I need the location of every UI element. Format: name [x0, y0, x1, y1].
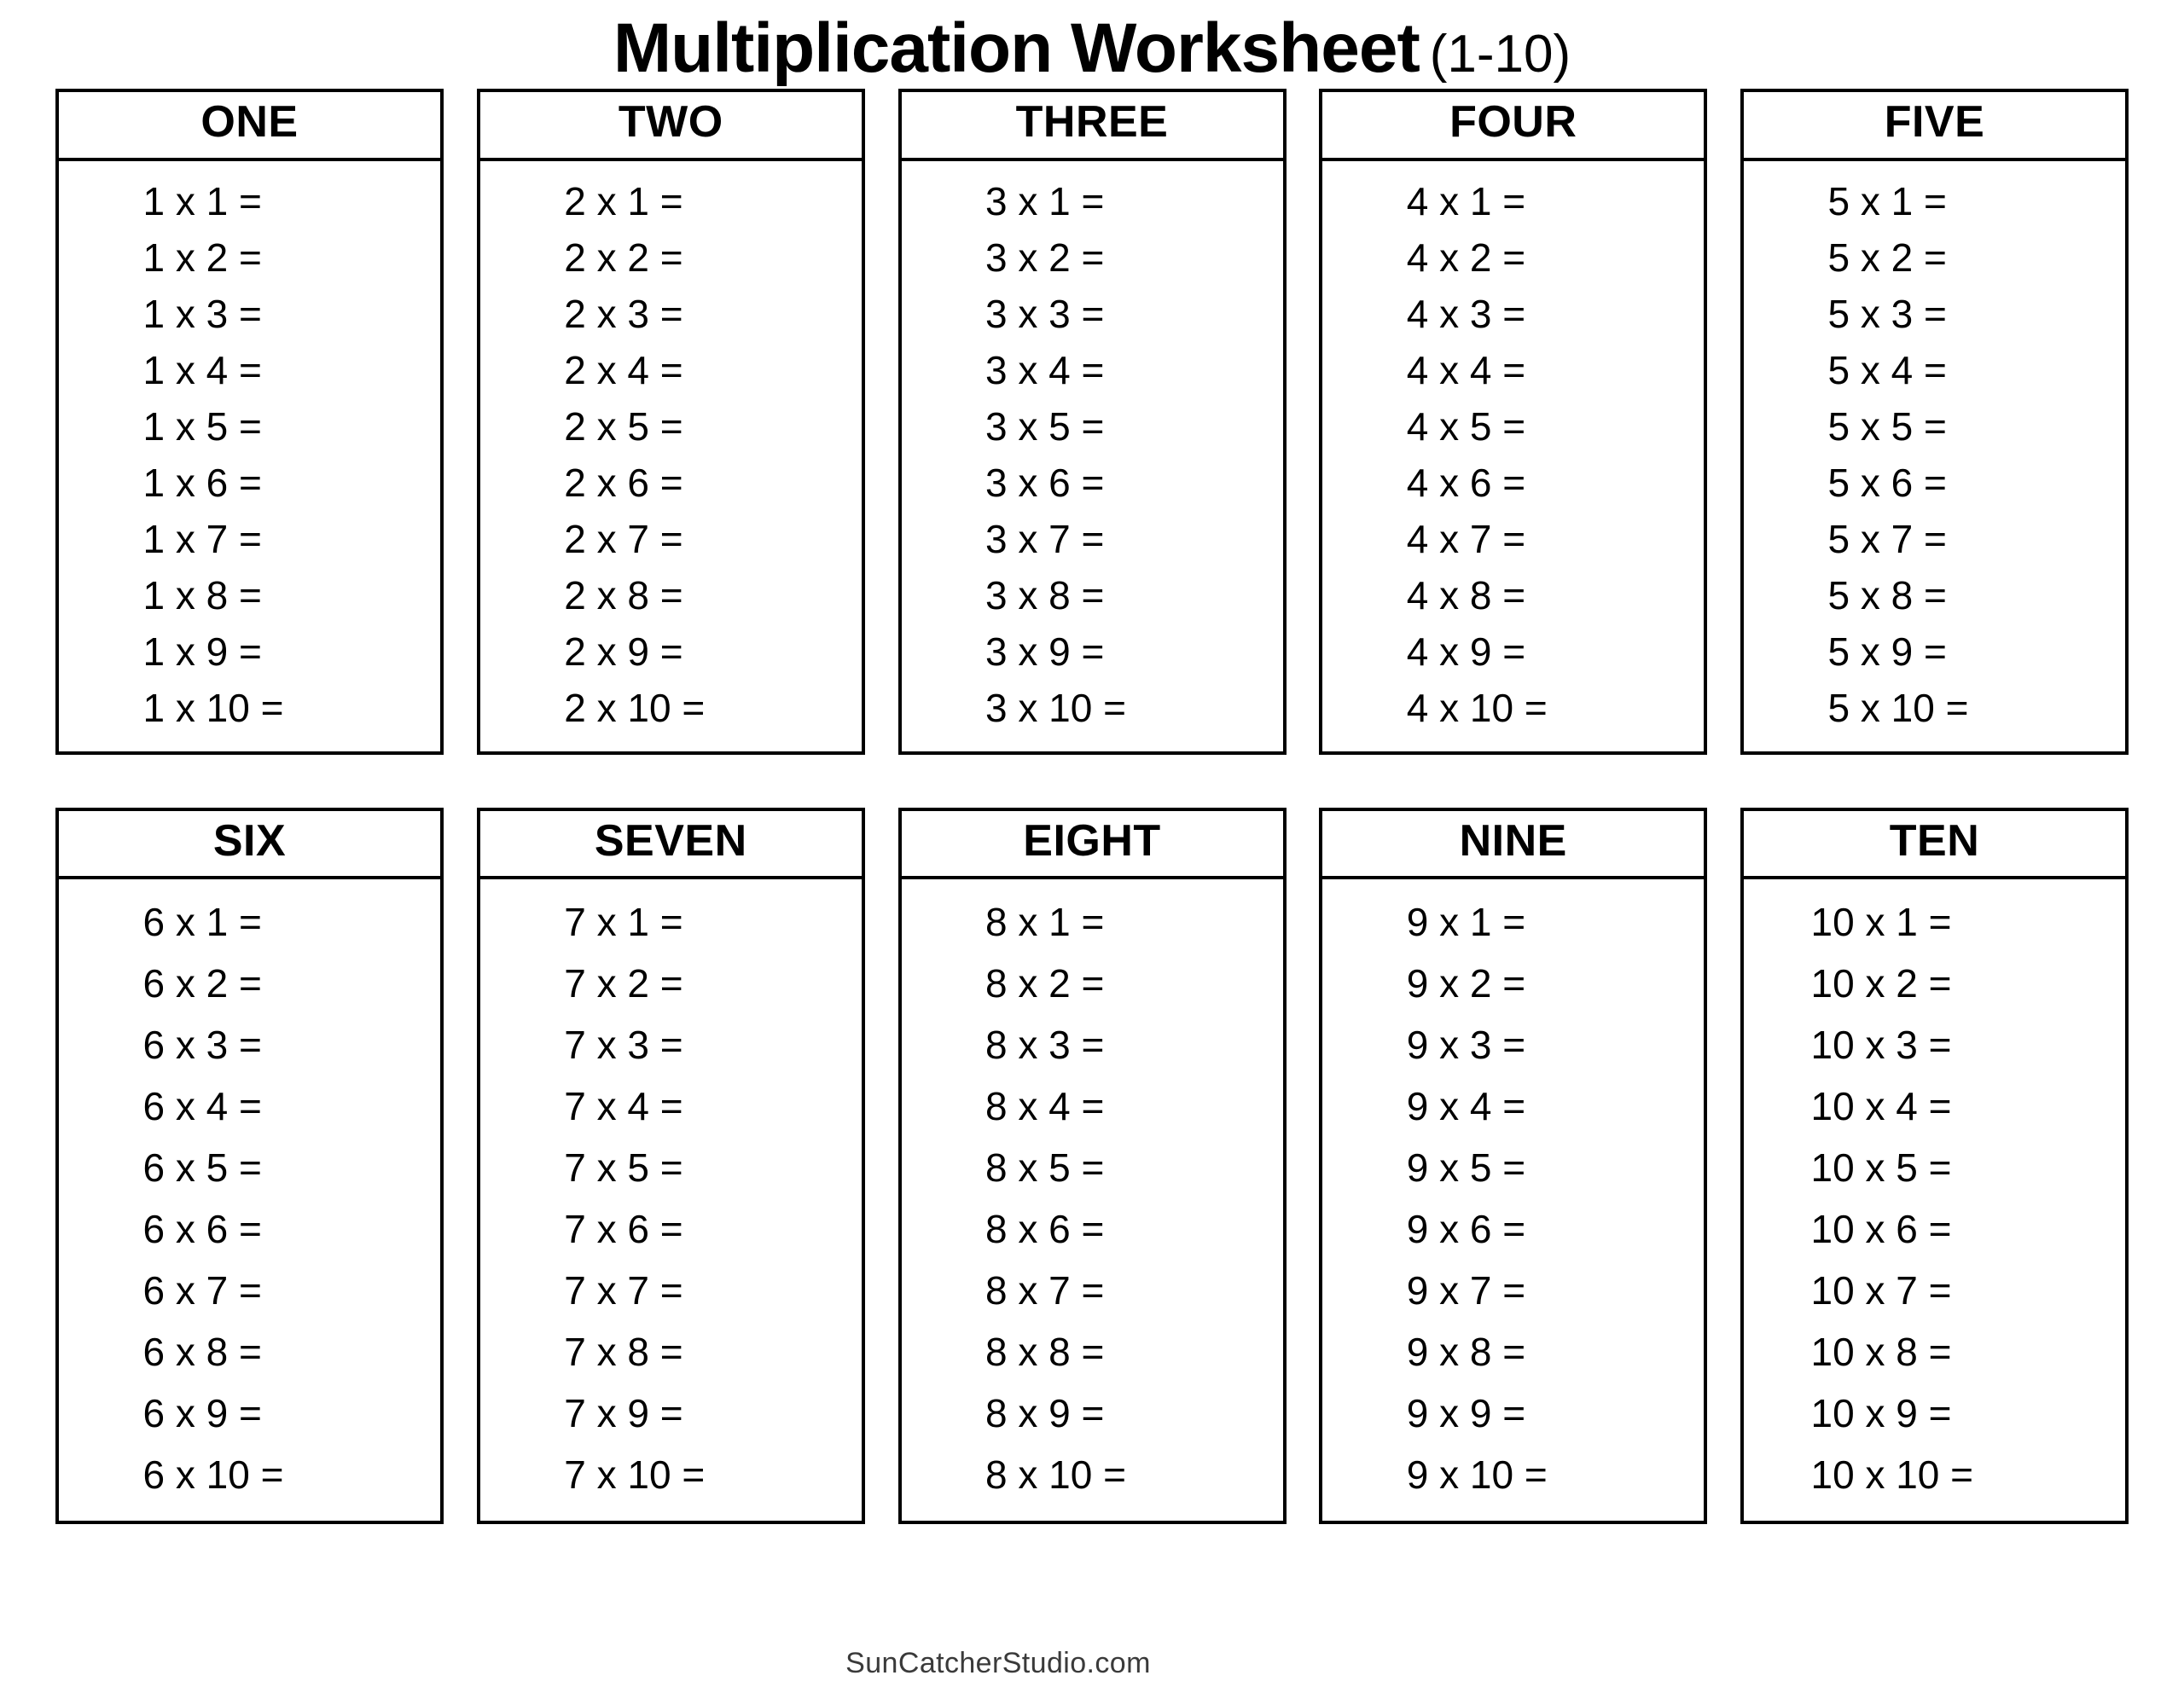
problem-text: 10 x 7 = — [1810, 1268, 1952, 1313]
table-row — [1744, 891, 2125, 953]
tables-grid — [55, 89, 2129, 1524]
table-body-ten — [1744, 879, 2125, 1521]
problem-text: 9 x 7 = — [1406, 1268, 1526, 1313]
table-card-nine — [1319, 808, 1707, 1525]
table-row — [480, 229, 862, 286]
problem-text: 4 x 10 = — [1406, 685, 1548, 730]
table-row — [902, 623, 1283, 680]
table-row — [480, 455, 862, 511]
table-header-six: SIX — [59, 811, 440, 880]
table-row — [1322, 1198, 1704, 1260]
problem-text: 4 x 4 = — [1406, 347, 1526, 392]
table-row — [59, 1137, 440, 1198]
table-row — [902, 567, 1283, 623]
problem-text: 4 x 9 = — [1406, 629, 1526, 674]
problem-text: 9 x 4 = — [1406, 1084, 1526, 1129]
table-body-nine — [1322, 879, 1704, 1521]
table-header-nine: NINE — [1322, 811, 1704, 880]
problem-text: 8 x 5 = — [985, 1145, 1105, 1191]
problem-text: 1 x 1 = — [142, 178, 262, 223]
table-row — [59, 891, 440, 953]
problem-text: 3 x 4 = — [985, 347, 1105, 392]
problem-text: 8 x 10 = — [985, 1452, 1126, 1498]
table-row — [902, 455, 1283, 511]
problem-text: 8 x 7 = — [985, 1268, 1105, 1313]
table-row — [59, 1444, 440, 1505]
table-card-ten — [1740, 808, 2129, 1525]
table-header-two: TWO — [480, 92, 862, 161]
table-row — [59, 511, 440, 567]
table-header-eight: EIGHT — [902, 811, 1283, 880]
problem-text: 9 x 1 = — [1406, 900, 1526, 945]
table-row — [1744, 1383, 2125, 1444]
problem-text: 2 x 10 = — [564, 685, 706, 730]
problem-text: 5 x 6 = — [1827, 460, 1947, 505]
table-header-three: THREE — [902, 92, 1283, 161]
problem-text: 3 x 6 = — [985, 460, 1105, 505]
table-card-seven — [477, 808, 865, 1525]
problem-text: 9 x 10 = — [1406, 1452, 1548, 1498]
table-row — [1744, 398, 2125, 455]
problem-text: 8 x 8 = — [985, 1330, 1105, 1375]
table-row — [480, 623, 862, 680]
table-row — [1744, 623, 2125, 680]
table-row — [59, 1383, 440, 1444]
table-row — [1744, 1260, 2125, 1321]
table-row — [480, 1321, 862, 1383]
table-row — [1322, 1444, 1704, 1505]
table-row — [902, 953, 1283, 1014]
table-row — [902, 1198, 1283, 1260]
problem-text: 10 x 4 = — [1810, 1084, 1952, 1129]
problem-text: 10 x 5 = — [1810, 1145, 1952, 1191]
problem-text: 4 x 7 = — [1406, 516, 1526, 561]
table-row — [902, 1260, 1283, 1321]
table-header-four: FOUR — [1322, 92, 1704, 161]
table-row — [480, 398, 862, 455]
problem-text: 10 x 1 = — [1810, 900, 1952, 945]
problem-text: 2 x 2 = — [564, 235, 683, 280]
problem-text: 8 x 1 = — [985, 900, 1105, 945]
problem-text: 3 x 8 = — [985, 572, 1105, 617]
table-row — [1744, 953, 2125, 1014]
tables-band-lower — [55, 808, 2129, 1525]
problem-text: 9 x 9 = — [1406, 1391, 1526, 1436]
table-row — [1322, 1383, 1704, 1444]
tables-band-upper — [55, 89, 2129, 755]
table-row — [59, 398, 440, 455]
problem-text: 7 x 7 = — [564, 1268, 683, 1313]
problem-text: 9 x 8 = — [1406, 1330, 1526, 1375]
problem-text: 2 x 4 = — [564, 347, 683, 392]
footer-credit — [0, 1647, 2184, 1680]
problem-text: 3 x 3 = — [985, 291, 1105, 336]
problem-text: 3 x 5 = — [985, 403, 1105, 449]
table-row — [59, 455, 440, 511]
problem-text: 1 x 8 = — [142, 572, 262, 617]
problem-text: 6 x 4 = — [142, 1084, 262, 1129]
table-row — [1744, 1444, 2125, 1505]
table-header-ten: TEN — [1744, 811, 2125, 880]
table-card-one — [55, 89, 444, 755]
table-body-two — [480, 161, 862, 751]
problem-text: 5 x 1 = — [1827, 178, 1947, 223]
problem-text: 2 x 3 = — [564, 291, 683, 336]
problem-text: 4 x 1 = — [1406, 178, 1526, 223]
problem-text: 8 x 2 = — [985, 961, 1105, 1006]
problem-text: 7 x 4 = — [564, 1084, 683, 1129]
table-row — [1744, 229, 2125, 286]
table-row — [59, 567, 440, 623]
table-row — [480, 342, 862, 398]
problem-text: 8 x 9 = — [985, 1391, 1105, 1436]
table-row — [480, 1014, 862, 1075]
problem-text: 2 x 6 = — [564, 460, 683, 505]
problem-text: 7 x 8 = — [564, 1330, 683, 1375]
table-body-seven — [480, 879, 862, 1521]
problem-text: 6 x 2 = — [142, 961, 262, 1006]
table-row — [480, 1260, 862, 1321]
table-row — [480, 173, 862, 229]
table-row — [59, 229, 440, 286]
table-row — [902, 1137, 1283, 1198]
table-body-eight — [902, 879, 1283, 1521]
table-row — [59, 286, 440, 342]
problem-text: 7 x 10 = — [564, 1452, 706, 1498]
problem-text: 10 x 10 = — [1810, 1452, 1974, 1498]
table-row — [1744, 342, 2125, 398]
problem-text: 10 x 8 = — [1810, 1330, 1952, 1375]
table-row — [1322, 286, 1704, 342]
table-row — [1322, 398, 1704, 455]
table-row — [1322, 229, 1704, 286]
table-row — [1744, 1198, 2125, 1260]
problem-text: 2 x 8 = — [564, 572, 683, 617]
problem-text: 3 x 10 = — [985, 685, 1126, 730]
table-row — [902, 891, 1283, 953]
problem-text: 5 x 4 = — [1827, 347, 1947, 392]
table-row — [902, 286, 1283, 342]
problem-text: 2 x 9 = — [564, 629, 683, 674]
table-card-two — [477, 89, 865, 755]
problem-text: 9 x 2 = — [1406, 961, 1526, 1006]
problem-text: 1 x 4 = — [142, 347, 262, 392]
problem-text: 4 x 2 = — [1406, 235, 1526, 280]
problem-text: 7 x 1 = — [564, 900, 683, 945]
problem-text: 1 x 10 = — [142, 685, 284, 730]
table-row — [480, 680, 862, 736]
problem-text: 7 x 3 = — [564, 1023, 683, 1068]
table-row — [1744, 1321, 2125, 1383]
problem-text: 4 x 5 = — [1406, 403, 1526, 449]
table-row — [1744, 511, 2125, 567]
problem-text: 5 x 10 = — [1827, 685, 1969, 730]
table-row — [1322, 623, 1704, 680]
table-row — [59, 953, 440, 1014]
table-body-four — [1322, 161, 1704, 751]
table-row — [480, 1444, 862, 1505]
table-row — [902, 1321, 1283, 1383]
table-body-five — [1744, 161, 2125, 751]
page-title — [0, 0, 2184, 89]
table-row — [1322, 342, 1704, 398]
problem-text: 6 x 7 = — [142, 1268, 262, 1313]
table-card-eight — [898, 808, 1287, 1525]
table-row — [1322, 1260, 1704, 1321]
problem-text: 1 x 7 = — [142, 516, 262, 561]
problem-text: 9 x 6 = — [1406, 1207, 1526, 1252]
table-header-one: ONE — [59, 92, 440, 161]
table-row — [1744, 286, 2125, 342]
table-row — [480, 1383, 862, 1444]
table-row — [1744, 455, 2125, 511]
table-row — [480, 1198, 862, 1260]
problem-text: 6 x 6 = — [142, 1207, 262, 1252]
table-row — [1322, 173, 1704, 229]
problem-text: 1 x 2 = — [142, 235, 262, 280]
table-row — [902, 342, 1283, 398]
problem-text: 6 x 8 = — [142, 1330, 262, 1375]
problem-text: 5 x 7 = — [1827, 516, 1947, 561]
problem-text: 2 x 7 = — [564, 516, 683, 561]
problem-text: 6 x 3 = — [142, 1023, 262, 1068]
table-row — [480, 953, 862, 1014]
table-row — [1744, 1137, 2125, 1198]
problem-text: 3 x 2 = — [985, 235, 1105, 280]
problem-text: 6 x 10 = — [142, 1452, 284, 1498]
problem-text: 4 x 6 = — [1406, 460, 1526, 505]
table-header-seven: SEVEN — [480, 811, 862, 880]
problem-text: 7 x 9 = — [564, 1391, 683, 1436]
table-row — [902, 1075, 1283, 1137]
table-row — [59, 1198, 440, 1260]
problem-text: 5 x 2 = — [1827, 235, 1947, 280]
table-row — [59, 342, 440, 398]
table-row — [480, 567, 862, 623]
table-row — [480, 1137, 862, 1198]
table-row — [1322, 567, 1704, 623]
problem-text: 8 x 3 = — [985, 1023, 1105, 1068]
table-row — [59, 623, 440, 680]
table-row — [1322, 511, 1704, 567]
table-row — [1744, 173, 2125, 229]
problem-text: 7 x 6 = — [564, 1207, 683, 1252]
table-row — [1322, 680, 1704, 736]
problem-text: 1 x 6 = — [142, 460, 262, 505]
table-row — [902, 511, 1283, 567]
table-row — [902, 1444, 1283, 1505]
problem-text: 2 x 5 = — [564, 403, 683, 449]
table-body-one — [59, 161, 440, 751]
table-row — [59, 173, 440, 229]
table-row — [902, 680, 1283, 736]
table-row — [1744, 1014, 2125, 1075]
problem-text: 1 x 5 = — [142, 403, 262, 449]
problem-text: 10 x 2 = — [1810, 961, 1952, 1006]
table-row — [1322, 1014, 1704, 1075]
table-row — [480, 1075, 862, 1137]
problem-text: 3 x 1 = — [985, 178, 1105, 223]
table-row — [902, 229, 1283, 286]
problem-text: 1 x 9 = — [142, 629, 262, 674]
table-row — [1322, 891, 1704, 953]
problem-text: 6 x 9 = — [142, 1391, 262, 1436]
table-row — [902, 1383, 1283, 1444]
table-card-three — [898, 89, 1287, 755]
table-row — [1744, 680, 2125, 736]
problem-text: 10 x 9 = — [1810, 1391, 1952, 1436]
table-row — [480, 286, 862, 342]
table-row — [902, 398, 1283, 455]
problem-text: 2 x 1 = — [564, 178, 683, 223]
problem-text: 5 x 3 = — [1827, 291, 1947, 336]
problem-text: 6 x 5 = — [142, 1145, 262, 1191]
problem-text: 1 x 3 = — [142, 291, 262, 336]
problem-text: 9 x 5 = — [1406, 1145, 1526, 1191]
table-row — [480, 511, 862, 567]
problem-text: 6 x 1 = — [142, 900, 262, 945]
problem-text: 10 x 3 = — [1810, 1023, 1952, 1068]
page-title-main: Multiplication Worksheet — [613, 9, 1420, 87]
table-row — [59, 1260, 440, 1321]
table-row — [59, 1014, 440, 1075]
table-body-six — [59, 879, 440, 1521]
table-row — [1744, 1075, 2125, 1137]
table-row — [1322, 455, 1704, 511]
problem-text: 4 x 3 = — [1406, 291, 1526, 336]
problem-text: 7 x 5 = — [564, 1145, 683, 1191]
table-row — [59, 680, 440, 736]
problem-text: 9 x 3 = — [1406, 1023, 1526, 1068]
problem-text: 8 x 4 = — [985, 1084, 1105, 1129]
problem-text: 5 x 9 = — [1827, 629, 1947, 674]
problem-text: 8 x 6 = — [985, 1207, 1105, 1252]
problem-text: 5 x 5 = — [1827, 403, 1947, 449]
table-row — [1322, 1321, 1704, 1383]
table-body-three — [902, 161, 1283, 751]
table-row — [902, 1014, 1283, 1075]
problem-text: 3 x 9 = — [985, 629, 1105, 674]
table-row — [1322, 1137, 1704, 1198]
table-card-five — [1740, 89, 2129, 755]
table-row — [902, 173, 1283, 229]
table-card-six — [55, 808, 444, 1525]
problem-text: 3 x 7 = — [985, 516, 1105, 561]
problem-text: 5 x 8 = — [1827, 572, 1947, 617]
page-title-range: (1-10) — [1429, 25, 1571, 84]
table-row — [59, 1075, 440, 1137]
table-row — [1322, 953, 1704, 1014]
table-header-five: FIVE — [1744, 92, 2125, 161]
footer-credit-text: SunCatcherStudio.com — [845, 1647, 1151, 1679]
problem-text: 7 x 2 = — [564, 961, 683, 1006]
problem-text: 10 x 6 = — [1810, 1207, 1952, 1252]
table-row — [59, 1321, 440, 1383]
problem-text: 4 x 8 = — [1406, 572, 1526, 617]
table-card-four — [1319, 89, 1707, 755]
table-row — [1322, 1075, 1704, 1137]
table-row — [1744, 567, 2125, 623]
table-row — [480, 891, 862, 953]
